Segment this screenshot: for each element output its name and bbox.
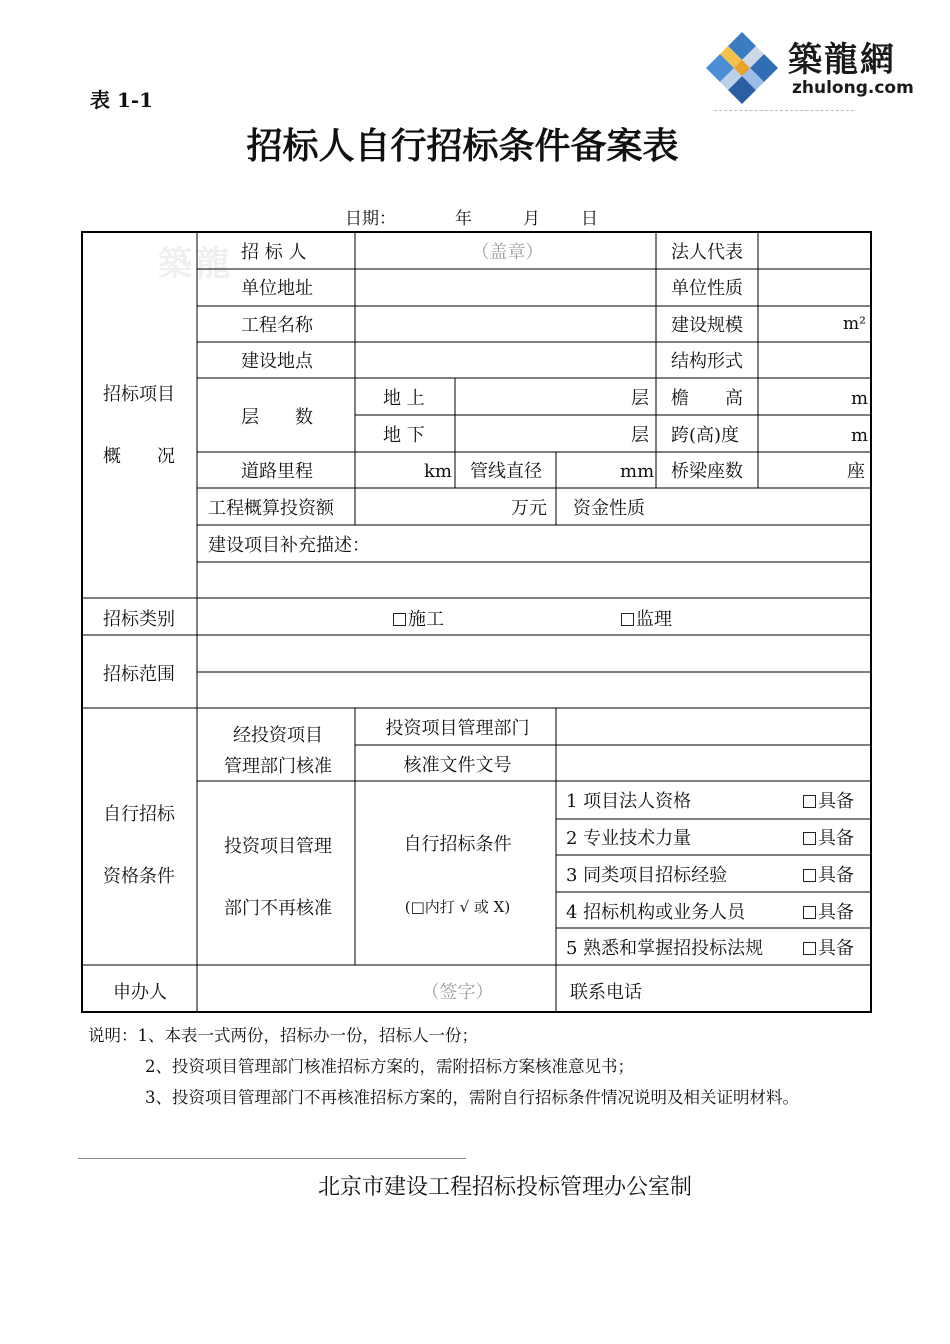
category-supervision	[621, 609, 672, 631]
ready-label: 具备	[818, 791, 854, 812]
fund-nature-label: 资金性质	[573, 498, 645, 519]
page-title: 招标人自行招标条件备案表	[246, 126, 679, 167]
condition-item-1: 1 项目法人资格	[566, 791, 692, 812]
condition-ready-4	[803, 902, 854, 924]
ready-label: 具备	[818, 865, 854, 886]
below-ground-label: 地 下	[383, 425, 425, 446]
condition-ready-2	[803, 828, 854, 850]
pipe-diameter-unit: mm	[620, 461, 655, 482]
road-length-unit: km	[424, 461, 452, 482]
scale-unit: m²	[843, 314, 866, 334]
condition-ready-1	[803, 791, 854, 813]
ready-label: 具备	[818, 902, 854, 923]
structure-label: 结构形式	[671, 351, 743, 372]
qualification-section-label: 自行招标 资格条件	[103, 804, 175, 887]
note-3: 3、投资项目管理部门不再核准招标方案的，需附自行招标条件情况说明及相关证明材料。	[145, 1088, 799, 1107]
watermark: 築龍	[158, 244, 234, 284]
condition-item-2: 2 专业技术力量	[566, 828, 692, 849]
filing-table	[81, 231, 872, 1013]
approved-label: 经投资项目 管理部门核准	[224, 725, 332, 777]
checkbox-icon[interactable]	[803, 795, 816, 808]
road-length-label: 道路里程	[241, 461, 313, 482]
logo-divider	[714, 110, 854, 111]
bridge-count-label: 桥梁座数	[671, 461, 743, 482]
checkbox-icon[interactable]	[621, 613, 634, 626]
scope-section-label: 招标范围	[103, 664, 175, 685]
span-label: 跨(高)度	[671, 425, 740, 446]
note-1: 说明：1、本表一式两份，招标办一份，招标人一份；	[88, 1026, 478, 1045]
phone-label: 联系电话	[570, 982, 642, 1003]
address-label: 单位地址	[241, 278, 313, 299]
supervision-label: 监理	[636, 609, 672, 630]
supplement-label: 建设项目补充描述：	[208, 535, 370, 556]
investment-unit: 万元	[511, 498, 547, 519]
date-day: 日	[581, 209, 598, 229]
ready-label: 具备	[818, 828, 854, 849]
category-construction	[393, 609, 444, 631]
checkbox-icon[interactable]	[803, 832, 816, 845]
checkbox-icon[interactable]	[803, 906, 816, 919]
mark-hint: (□内打 √ 或 X)	[404, 898, 511, 916]
investment-dept-label: 投资项目管理部门	[385, 718, 530, 739]
condition-item-5: 5 熟悉和掌握招投标法规	[566, 938, 764, 959]
condition-ready-3	[803, 865, 854, 887]
notes	[88, 1020, 799, 1113]
checkbox-icon[interactable]	[803, 869, 816, 882]
eave-unit: m	[851, 388, 869, 409]
applicant-section-label: 申办人	[113, 982, 167, 1003]
tenderer-label: 招 标 人	[241, 242, 307, 263]
floors-label: 层 数	[241, 407, 313, 428]
seal-placeholder: （盖章）	[471, 242, 544, 263]
investment-label: 工程概算投资额	[208, 498, 334, 519]
above-ground-label: 地 上	[383, 388, 425, 409]
logo-english-name: zhulong.com	[792, 78, 914, 98]
location-label: 建设地点	[241, 351, 313, 372]
logo-chinese-name: 築龍網	[788, 40, 896, 80]
condition-item-3: 3 同类项目招标经验	[566, 865, 728, 886]
ready-label: 具备	[818, 938, 854, 959]
date-line	[345, 204, 598, 229]
checkbox-icon[interactable]	[393, 613, 406, 626]
span-unit: m	[851, 425, 869, 446]
bridge-count-unit: 座	[847, 461, 865, 482]
construction-label: 施工	[408, 609, 444, 630]
approval-doc-no-label: 核准文件文号	[403, 755, 512, 776]
condition-item-4: 4 招标机构或业务人员	[566, 902, 746, 923]
eave-height-label: 檐 高	[671, 388, 743, 409]
zhulong-logo	[700, 26, 920, 116]
form-number: 表 1-1	[90, 88, 154, 112]
overview-section-label: 招标项目 概 况	[103, 384, 175, 467]
scale-label: 建设规模	[671, 315, 743, 336]
pipe-diameter-label: 管线直径	[470, 461, 542, 482]
date-month: 月	[523, 209, 540, 229]
zhulong-logo-icon	[704, 30, 780, 106]
legal-rep-label: 法人代表	[671, 242, 743, 263]
category-section-label: 招标类别	[103, 609, 175, 630]
self-tender-conditions-label: 自行招标条件	[403, 834, 512, 855]
date-label: 日期：	[345, 209, 396, 229]
footer-issuer: 北京市建设工程招标投标管理办公室制	[317, 1175, 692, 1200]
below-floor-unit: 层	[631, 425, 649, 446]
project-name-label: 工程名称	[241, 315, 313, 336]
unit-nature-label: 单位性质	[671, 278, 743, 299]
footer-divider	[78, 1158, 466, 1159]
not-approved-label: 投资项目管理 部门不再核准	[224, 836, 332, 919]
signature-placeholder: （签字）	[421, 982, 494, 1003]
above-floor-unit: 层	[631, 388, 649, 409]
date-year: 年	[455, 209, 472, 229]
note-2: 2、投资项目管理部门核准招标方案的，需附招标方案核准意见书；	[145, 1057, 634, 1076]
condition-ready-5	[803, 938, 854, 960]
checkbox-icon[interactable]	[803, 942, 816, 955]
